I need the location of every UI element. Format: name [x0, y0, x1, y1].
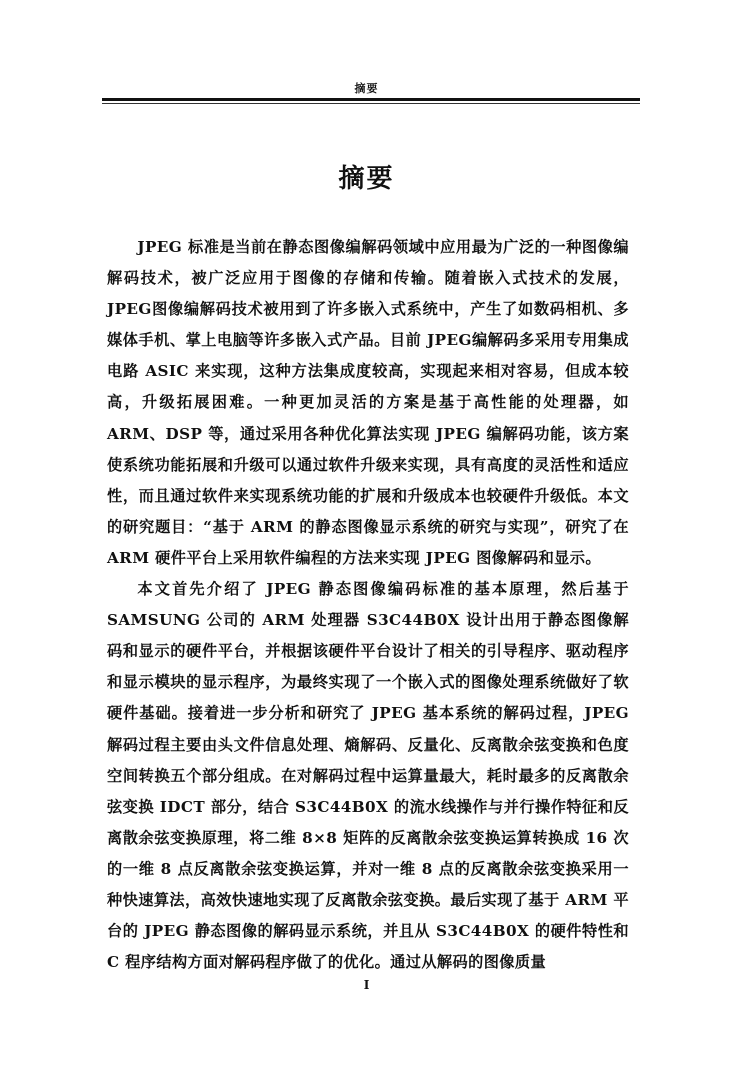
running-header: 摘要	[354, 82, 379, 95]
abstract-body	[107, 232, 629, 978]
header-rule-thin	[102, 103, 640, 104]
paragraph-1: JPEG 标准是当前在静态图像编解码领域中应用最为广泛的一种图像编解码技术，被广泛应用于图像的存储和传输。随着嵌入式技术的发展，JPEG图像编解码技术被用到了许多嵌入式系统中，产生了如数码相机、多媒体手机、掌上电脑等许多嵌入式产品。目前 JPEG编解码多采用专用集成电路 ASIC 来实现，这种方法集成度较高，实现起来相对容易，但成本较高，升级拓展困难。一种更加灵活的方案是基于高性能的处理器，如 ARM、DSP 等，通过采用各种优化算法实现 JPEG 编解码功能，该方案使系统功能拓展和升级可以通过软件升级来实现，具有高度的灵活性和适应性，而且通过软件来实现系统功能的扩展和升级成本也较硬件升级低。本文的研究题目：“基于 ARM 的静态图像显示系统的研究与实现”，研究了在 ARM 硬件平台上采用软件编程的方法来实现 JPEG 图像解码和显示。	[107, 238, 629, 567]
page-number: I	[363, 978, 370, 992]
page-title: 摘要	[338, 164, 395, 194]
paragraph-2: 本文首先介绍了 JPEG 静态图像编码标准的基本原理，然后基于 SAMSUNG 公司的 ARM 处理器 S3C44B0X 设计出用于静态图像解码和显示的硬件平台，并根据该硬件平台设计了相关的引导程序、驱动程序和显示模块的显示程序，为最终实现了一个嵌入式的图像处理系统做好了软硬件基础。接着进一步分析和研究了 JPEG 基本系统的解码过程，JPEG 解码过程主要由头文件信息处理、熵解码、反量化、反离散余弦变换和色度空间转换五个部分组成。在对解码过程中运算量最大，耗时最多的反离散余弦变换 IDCT 部分，结合 S3C44B0X 的流水线操作与并行操作特征和反离散余弦变换原理，将二维 8×8 矩阵的反离散余弦变换运算转换成 16 次的一维 8 点反离散余弦变换运算，并对一维 8 点的反离散余弦变换采用一种快速算法，高效快速地实现了反离散余弦变换。最后实现了基于 ARM 平台的 JPEG 静态图像的解码显示系统，并且从 S3C44B0X 的硬件特性和 C 程序结构方面对解码程序做了的优化。通过从解码的图像质量	[107, 580, 629, 972]
header-rule	[102, 98, 640, 101]
